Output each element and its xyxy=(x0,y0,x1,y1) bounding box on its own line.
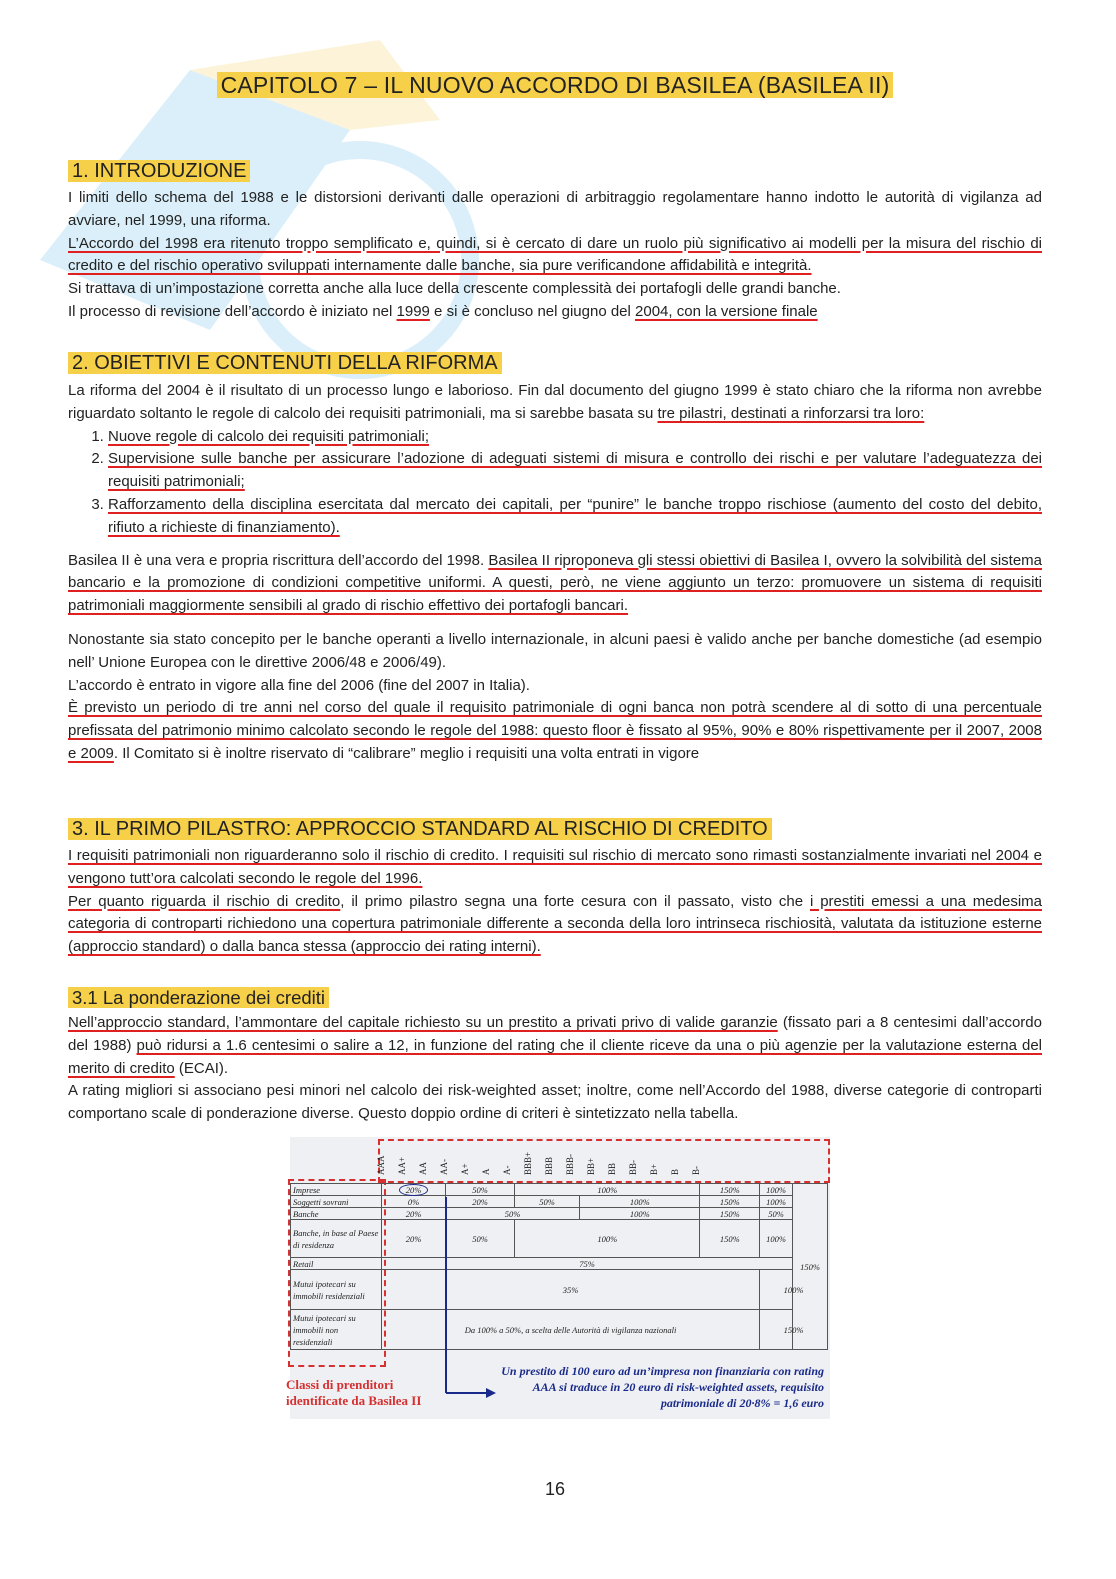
list-item: 3. Rafforzamento della disciplina esercitata dal mercato dei capitali, per “punire” le banche troppo rischiose (aumento del costo del debito, rifiuto a richieste di finanziamento). xyxy=(108,494,1042,540)
rating-label: AA+ xyxy=(397,1156,407,1175)
rating-label: BB+ xyxy=(586,1157,596,1175)
rating-label: B+ xyxy=(649,1163,659,1175)
section-heading-3-1: 3.1 La ponderazione dei crediti xyxy=(68,987,329,1009)
rating-label: BB xyxy=(607,1162,617,1175)
section-heading-1: 1. INTRODUZIONE xyxy=(68,160,250,183)
pillars-list xyxy=(68,426,1042,540)
risk-weights-figure xyxy=(286,1137,830,1419)
rating-label: AA xyxy=(418,1162,428,1175)
section-heading-2: 2. OBIETTIVI E CONTENUTI DELLA RIFORMA xyxy=(68,352,502,375)
rating-label: A xyxy=(481,1168,491,1175)
rating-label: BB- xyxy=(628,1159,638,1175)
rating-label: BBB xyxy=(544,1156,554,1175)
table-row: Soggetti sovrani 0% 20% 50% 100% 150% 100% xyxy=(291,1196,828,1208)
chapter-title: CAPITOLO 7 – IL NUOVO ACCORDO DI BASILEA (BASILEA II) xyxy=(68,72,1042,99)
section-1-body: I limiti dello schema del 1988 e le distorsioni derivanti dalle operazioni di arbitraggio regolamentare hanno indotto le autorità di vigilanza ad avviare, nel 1999, una riforma. L’Accordo del 1998 era ritenuto troppo semplificato e, quindi, si è cercato di dare un ruolo più significativo ai modelli per la misura del rischio di credito e del rischio operativo sviluppati internamente dalle banche, sia pure verificandone affidabilità e integrità. Si trattava di un’impostazione corretta anche alla luce della crescente complessità dei portafogli delle grandi banche. Il processo di revisione dell’accordo è iniziato nel 1999 e si è concluso nel giugno del 2004, con la versione finale xyxy=(68,189,1042,320)
section-3-1-body: Nell’approccio standard, l’ammontare del capitale richiesto su un prestito a privati privo di valide garanzie (fissato pari a 8 centesimi dall’accordo del 1988) può ridursi a 1.6 centesimi o salire a 12, in funzione del rating che il cliente riceve da una o più agenzie per la valutazione esterna del merito di credito (ECAI). A rating migliori si associano pesi minori nel calcolo dei risk-weighted asset; inoltre, come nell’Accordo del 1988, diverse categorie di controparti comportano scale di ponderazione diverse. Questo doppio ordine di criteri è sintetizzato nella tabella. xyxy=(68,1014,1043,1123)
table-row: Mutui ipotecari su immobili non residenziali Da 100% a 50%, a scelta delle Autorità di vigilanza nazionali 150% xyxy=(291,1310,828,1350)
table-row: Banche, in base al Paese di residenza 20% 50% 100% 150% 100% xyxy=(291,1220,828,1258)
rating-label: AAA xyxy=(376,1155,386,1175)
rating-label: B xyxy=(670,1168,680,1175)
table-row: Retail 75% xyxy=(291,1258,828,1270)
section-heading-3: 3. IL PRIMO PILASTRO: APPROCCIO STANDARD AL RISCHIO DI CREDITO xyxy=(68,818,772,841)
list-item: 1. Nuove regole di calcolo dei requisiti patrimoniali; xyxy=(108,426,1042,449)
rating-label: BBB- xyxy=(565,1153,575,1175)
table-row: Mutui ipotecari su immobili residenziali 35% 100% xyxy=(291,1270,828,1310)
rating-label: A- xyxy=(502,1165,512,1175)
rating-label: A+ xyxy=(460,1163,470,1175)
page-number: 16 xyxy=(544,1479,566,1499)
rating-label: BBB+ xyxy=(523,1151,533,1175)
rating-label: AA- xyxy=(439,1159,449,1175)
table-row: Banche 20% 50% 100% 150% 50% xyxy=(291,1208,828,1220)
caption-right: Un prestito di 100 euro ad un’impresa non finanziaria con rating AAA si traduce in 20 euro di risk-weighted assets, requisito patrimoniale di 20·8% = 1,6 euro xyxy=(501,1364,824,1410)
caption-left: Classi di prenditori identificate da Basilea II xyxy=(286,1377,422,1408)
table-row: Imprese 20% 50% 100% 150% 100% 150% xyxy=(291,1184,828,1196)
rating-label: B- xyxy=(691,1166,701,1175)
section-3-body: I requisiti patrimoniali non riguarderanno solo il rischio di credito. I requisiti sul rischio di mercato sono rimasti sostanzialmente invariati nel 2004 e vengono tutt’ora calcolati secondo le regole del 1996. Per quanto riguarda il rischio di credito, il primo pilastro segna una forte cesura con il passato, visto che i prestiti emessi a una medesima categoria di controparti richiedono una copertura patrimoniale differente a seconda della loro intrinseca rischiosità, valutata da istituzione esterne (approccio standard) o dalla banca stessa (approccio dei rating interni). xyxy=(68,847,1042,956)
section-2-body: La riforma del 2004 è il risultato di un processo lungo e laborioso. Fin dal documento del giugno 1999 è stato chiaro che la riforma non avrebbe riguardato soltanto le regole di calcolo dei requisiti patrimoniali, ma si sarebbe basata su tre pilastri, destinati a rinforzarsi tra loro: 1. Nuove regole di calcolo dei requisiti patrimoniali; 2. Supervisione sulle banche per assicurare l’adozione di adeguati sistemi di misura e controllo dei rischi e per valutare l’adeguatezza dei requisiti patrimoniali; 3. Rafforzamento della disciplina esercitata dal mercato dei capitali, per “punire” le banche troppo rischiose (aumento del costo del debito, rifiuto a richieste di finanziamento). Basilea II è una vera e propria riscrittura dell’accordo del 1998. Basilea II riproponeva gli stessi obiettivi di Basilea I, ovvero la solvibilità del sistema bancario e la promozione di condizioni competitive uniformi. A questi, però, ne viene aggiunto un terzo: promuovere un sistema di requisiti patrimoniali maggiormente sensibili al grado di rischio effettivo dei portafogli bancari. Nonostante sia stato concepito per le banche operanti a livello internazionale, in alcuni paesi è valido anche per banche domestiche (ad esempio nell’ Unione Europea con le direttive 2006/48 e 2006/49). L’accordo è entrato in vigore alla fine del 2006 (fine del 2007 in Italia). È previsto un periodo di tre anni nel corso del quale il requisito patrimoniale di ogni banca non potrà scendere al di sotto di una percentuale prefissata del patrimonio minimo calcolato secondo le regole del 1988: questo floor è fissato al 95%, 90% e 80% rispettivamente per il 2007, 2008 e 2009. Il Comitato si è inoltre riservato di “calibrare” meglio i requisiti una volta entrati in vigore xyxy=(68,380,1042,766)
list-item: 2. Supervisione sulle banche per assicurare l’adozione di adeguati sistemi di misura e controllo dei rischi e per valutare l’adeguatezza dei requisiti patrimoniali; xyxy=(108,448,1042,494)
